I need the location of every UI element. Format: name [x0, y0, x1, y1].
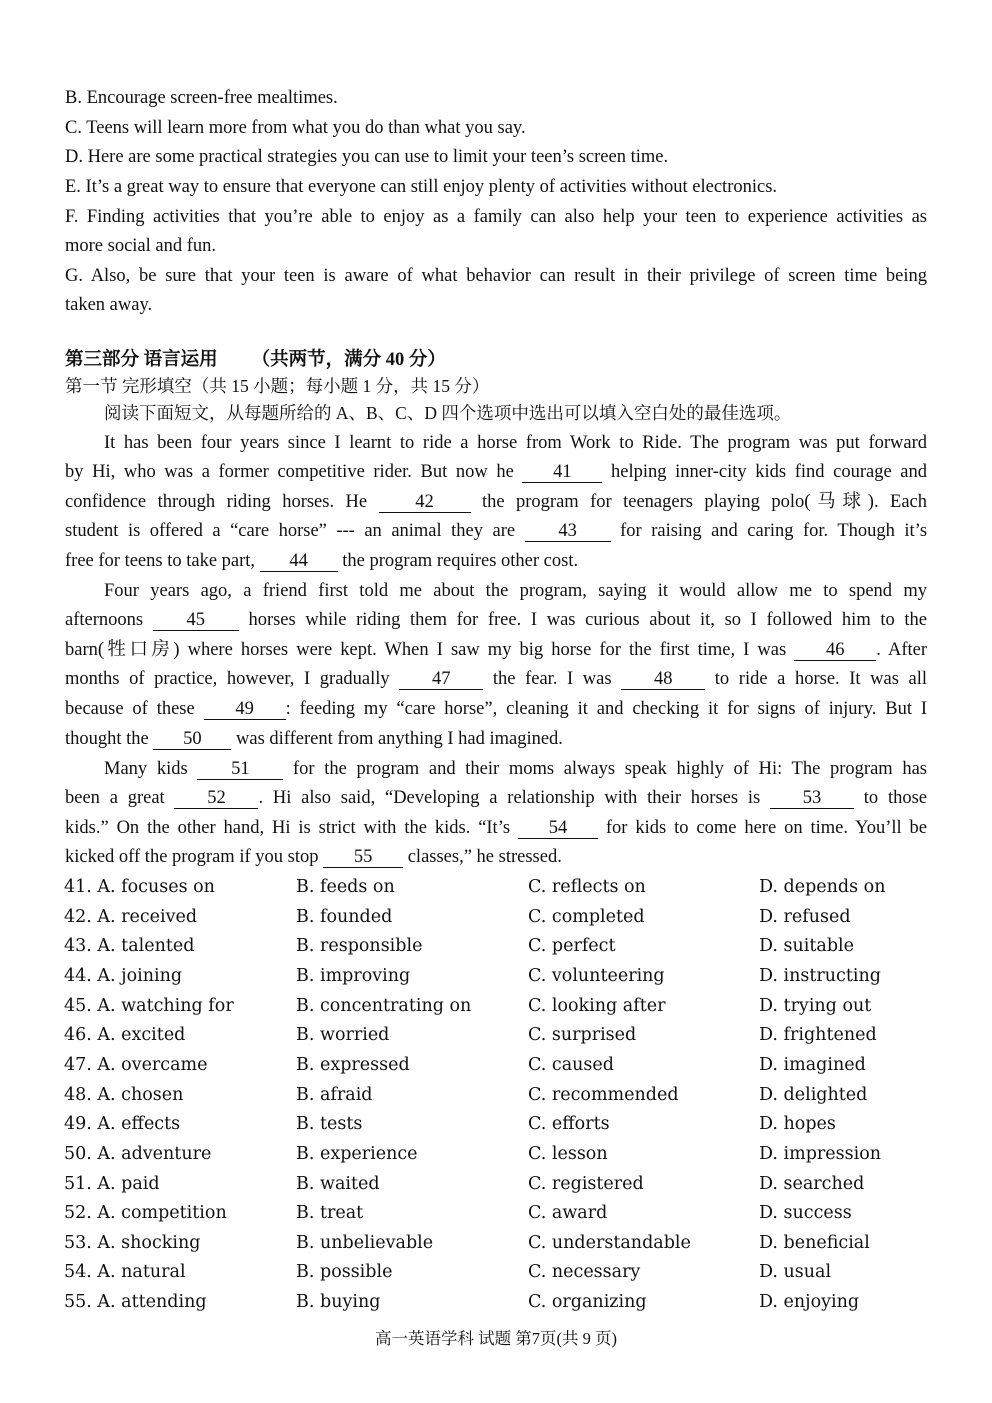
- text: to those: [863, 788, 928, 808]
- blank-54: 54: [518, 819, 598, 839]
- text: the program requires other cost.: [342, 551, 579, 571]
- question-option-c: C. award: [528, 1203, 608, 1224]
- question-option-a: 41. A. focuses on: [64, 877, 215, 897]
- text: by Hi, who was a former competitive rider. But now he: [65, 462, 514, 482]
- question-option-b: B. experience: [296, 1143, 418, 1164]
- blank-52: 52: [174, 789, 258, 809]
- question-option-a: 43. A. talented: [64, 936, 195, 957]
- question-option-b: B. unbelievable: [296, 1232, 434, 1253]
- question-option-a: 47. A. overcame: [64, 1054, 208, 1075]
- section-subtitle: 第一节 完形填空（共 15 小题；每小题 1 分，共 15 分）: [65, 376, 490, 396]
- question-option-c: C. reflects on: [528, 877, 646, 897]
- question-option-a: 42. A. received: [64, 906, 198, 927]
- question-option-d: D. suitable: [759, 936, 855, 957]
- text: for raising and caring for. Though it’s: [620, 521, 928, 541]
- question-option-d: D. imagined: [759, 1054, 866, 1075]
- question-option-a: 52. A. competition: [64, 1203, 227, 1224]
- passage-line-10: [65, 698, 927, 720]
- text: horses while riding them for free. I was curious about it, so I followed him to the: [248, 610, 928, 630]
- text: kicked off the program if you stop: [65, 847, 319, 867]
- question-option-a: 46. A. excited: [64, 1025, 186, 1046]
- text: kids.” On the other hand, Hi is strict with the kids. “It’s: [65, 818, 511, 838]
- option-c: C. Teens will learn more from what you do than what you say.: [65, 118, 526, 138]
- question-option-a: 49. A. effects: [64, 1114, 181, 1135]
- question-option-a: 55. A. attending: [64, 1292, 207, 1313]
- question-option-d: D. depends on: [759, 877, 886, 897]
- passage-line-7: [65, 609, 927, 631]
- question-option-b: B. feeds on: [296, 877, 395, 897]
- question-option-a: 44. A. joining: [64, 965, 183, 986]
- question-option-b: B. waited: [296, 1173, 380, 1194]
- question-option-c: C. completed: [528, 906, 645, 927]
- blank-49: 49: [204, 700, 286, 720]
- passage-line-12: [104, 758, 927, 780]
- option-f-cont: more social and fun.: [65, 236, 217, 256]
- blank-46: 46: [794, 641, 876, 661]
- text: months of practice, however, I gradually: [65, 669, 390, 689]
- passage-line-5: [65, 550, 927, 572]
- question-option-b: B. founded: [296, 906, 393, 927]
- question-option-c: C. looking after: [528, 995, 666, 1016]
- question-option-a: 54. A. natural: [64, 1262, 186, 1283]
- text: thought the: [65, 729, 149, 749]
- passage-line-11: [65, 728, 927, 750]
- passage-line-15: [65, 846, 927, 868]
- question-option-a: 51. A. paid: [64, 1173, 160, 1194]
- text: the fear. I was: [492, 669, 612, 689]
- question-option-a: 50. A. adventure: [64, 1143, 212, 1164]
- question-option-d: D. impression: [759, 1143, 882, 1164]
- blank-44: 44: [260, 552, 338, 572]
- question-option-a: 48. A. chosen: [64, 1084, 184, 1105]
- passage-line-6: Four years ago, a friend first told me about the program, saying it would allow me to spend my: [104, 581, 927, 601]
- section-instruction: 阅读下面短文，从每题所给的 A、B、C、D 四个选项中选出可以填入空白处的最佳选项。: [104, 403, 792, 423]
- text: barn(牲口房) where horses were kept. When I saw my big horse for the first time, I was: [65, 640, 787, 660]
- passage-line-3: [65, 491, 927, 513]
- text: confidence through riding horses. He: [65, 492, 368, 512]
- page-footer: 高一英语学科 试题 第7页(共 9 页): [375, 1329, 617, 1348]
- blank-50: 50: [153, 730, 231, 750]
- question-option-b: B. afraid: [296, 1084, 373, 1105]
- question-option-c: C. lesson: [528, 1143, 608, 1164]
- question-option-b: B. responsible: [296, 936, 423, 957]
- question-option-d: D. searched: [759, 1173, 865, 1194]
- question-option-c: C. caused: [528, 1054, 614, 1075]
- question-option-b: B. concentrating on: [296, 995, 472, 1016]
- question-option-d: D. hopes: [759, 1114, 836, 1135]
- blank-47: 47: [399, 670, 483, 690]
- option-f: F. Finding activities that you’re able to enjoy as a family can also help your teen to experience activities as: [65, 207, 927, 227]
- question-option-c: C. organizing: [528, 1292, 647, 1313]
- text: . Hi also said, “Developing a relationship with their horses is: [258, 788, 761, 808]
- question-option-c: C. recommended: [528, 1084, 679, 1105]
- text: to ride a horse. It was all: [714, 669, 928, 689]
- question-option-d: D. beneficial: [759, 1232, 870, 1253]
- question-option-d: D. enjoying: [759, 1292, 860, 1313]
- question-option-c: C. surprised: [528, 1025, 637, 1046]
- question-option-a: 53. A. shocking: [64, 1232, 201, 1253]
- blank-45: 45: [153, 611, 239, 631]
- question-option-d: D. delighted: [759, 1084, 868, 1105]
- option-g-cont: taken away.: [65, 295, 153, 315]
- passage-line-2: [65, 461, 927, 483]
- text: classes,” he stressed.: [407, 847, 562, 867]
- option-d: D. Here are some practical strategies you can use to limit your teen’s screen time.: [65, 147, 669, 167]
- text: free for teens to take part,: [65, 551, 256, 571]
- passage-line-8: [65, 639, 927, 661]
- passage-line-14: [65, 817, 927, 839]
- question-option-d: D. usual: [759, 1262, 832, 1283]
- section-score: （共两节，满分 40 分）: [251, 350, 446, 370]
- blank-42: 42: [379, 493, 471, 513]
- option-e: E. It’s a great way to ensure that everyone can still enjoy plenty of activities without electronics.: [65, 177, 778, 197]
- question-option-b: B. tests: [296, 1114, 363, 1135]
- question-option-d: D. refused: [759, 906, 851, 927]
- question-option-a: 45. A. watching for: [64, 995, 234, 1016]
- text: been a great: [65, 788, 165, 808]
- question-option-b: B. buying: [296, 1292, 381, 1313]
- text: the program for teenagers playing polo(马球). Each: [481, 492, 927, 512]
- question-option-d: D. trying out: [759, 995, 872, 1016]
- passage-line-13: [65, 787, 927, 809]
- option-b: B. Encourage screen-free mealtimes.: [65, 88, 338, 108]
- text: Many kids: [104, 759, 188, 779]
- question-option-d: D. instructing: [759, 965, 881, 986]
- text: because of these: [65, 699, 195, 719]
- question-option-c: C. volunteering: [528, 965, 665, 986]
- text: . After: [876, 640, 928, 660]
- text: student is offered a “care horse” --- an animal they are: [65, 521, 516, 541]
- option-g: G. Also, be sure that your teen is aware of what behavior can result in their privilege of screen time being: [65, 266, 927, 286]
- question-option-c: C. perfect: [528, 936, 616, 957]
- question-option-d: D. frightened: [759, 1025, 877, 1046]
- question-option-b: B. possible: [296, 1262, 393, 1283]
- passage-line-1: It has been four years since I learnt to ride a horse from Work to Ride. The program was put forward: [104, 433, 927, 453]
- text: was different from anything I had imagined.: [236, 729, 563, 749]
- blank-53: 53: [770, 789, 854, 809]
- blank-43: 43: [525, 522, 611, 542]
- passage-line-4: [65, 520, 927, 542]
- question-option-c: C. registered: [528, 1173, 644, 1194]
- question-option-c: C. understandable: [528, 1232, 691, 1253]
- text: helping inner-city kids find courage and: [611, 462, 927, 482]
- blank-41: 41: [522, 463, 602, 483]
- text: : feeding my “care horse”, cleaning it and checking it for signs of injury. But I: [285, 699, 927, 719]
- blank-51: 51: [197, 760, 283, 780]
- question-option-b: B. expressed: [296, 1054, 410, 1075]
- question-option-c: C. efforts: [528, 1114, 610, 1135]
- section-title: 第三部分 语言运用: [65, 350, 218, 370]
- text: for kids to come here on time. You’ll be: [605, 818, 927, 838]
- question-option-b: B. improving: [296, 965, 411, 986]
- blank-55: 55: [323, 848, 403, 868]
- question-option-b: B. worried: [296, 1025, 390, 1046]
- text: for the program and their moms always speak highly of Hi: The program has: [293, 759, 927, 779]
- question-option-b: B. treat: [296, 1203, 364, 1224]
- section-heading: [65, 349, 927, 371]
- blank-48: 48: [621, 670, 705, 690]
- question-option-c: C. necessary: [528, 1262, 641, 1283]
- passage-line-9: [65, 668, 927, 690]
- text: afternoons: [65, 610, 144, 630]
- question-option-d: D. success: [759, 1203, 852, 1224]
